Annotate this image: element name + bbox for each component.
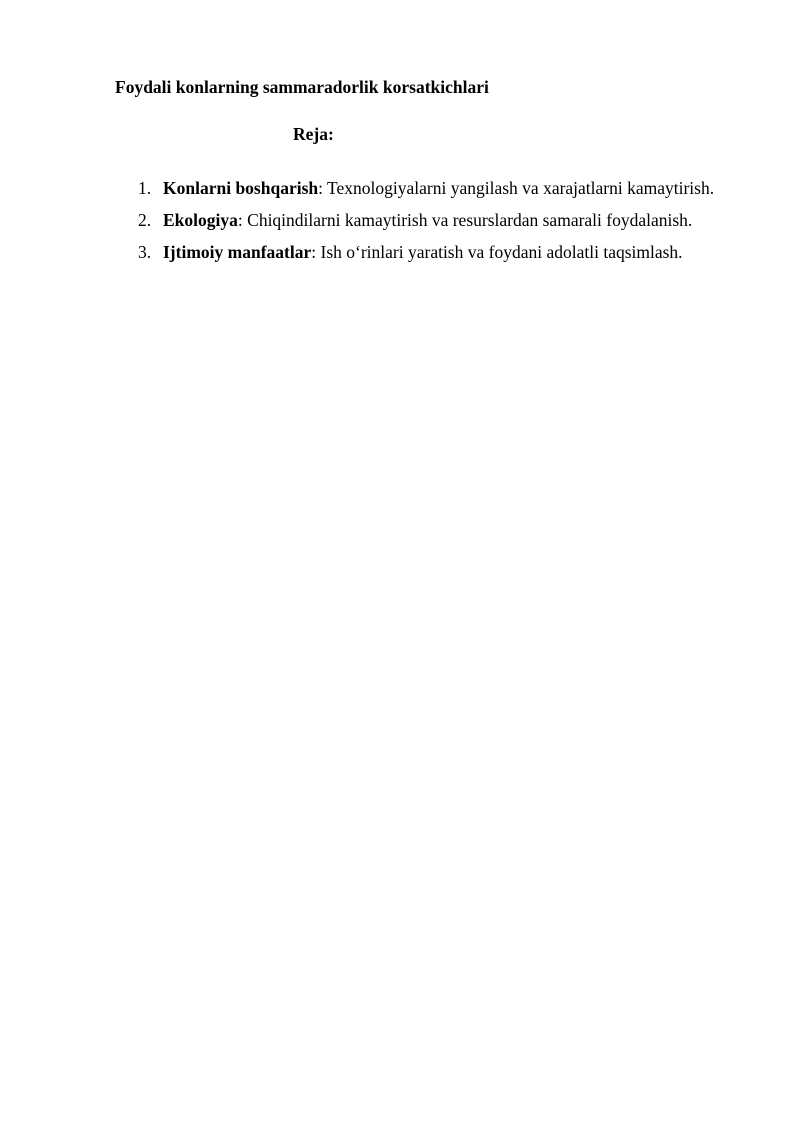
plan-item-3 — [138, 236, 742, 268]
plan-item-1 — [138, 172, 742, 204]
plan-heading: Reja: — [293, 124, 334, 144]
plan-item-number: 1. — [138, 178, 152, 198]
plan-item-separator: : — [318, 178, 323, 198]
plan-item-text: Texnologiyalarni yangilash va xarajatlarni kamaytirish. — [323, 178, 715, 198]
plan-item-number: 2. — [138, 210, 152, 230]
document-title: Foydali konlarning sammaradorlik korsatkichlari — [115, 77, 489, 97]
plan-item-text: Ish o‘rinlari yaratish va foydani adolatli taqsimlash. — [316, 242, 683, 262]
plan-item-separator: : — [311, 242, 317, 262]
plan-item-separator: : — [237, 210, 243, 230]
plan-list — [138, 172, 742, 268]
plan-item-term: Ekologiya — [163, 210, 238, 230]
plan-item-text: Chiqindilarni kamaytirish va resurslardan samarali foydalanish. — [242, 210, 693, 230]
plan-item-term: Konlarni boshqarish — [163, 178, 319, 198]
plan-item-number: 3. — [138, 242, 152, 262]
plan-item-2 — [138, 204, 742, 236]
plan-item-term: Ijtimoiy manfaatlar — [163, 242, 312, 262]
